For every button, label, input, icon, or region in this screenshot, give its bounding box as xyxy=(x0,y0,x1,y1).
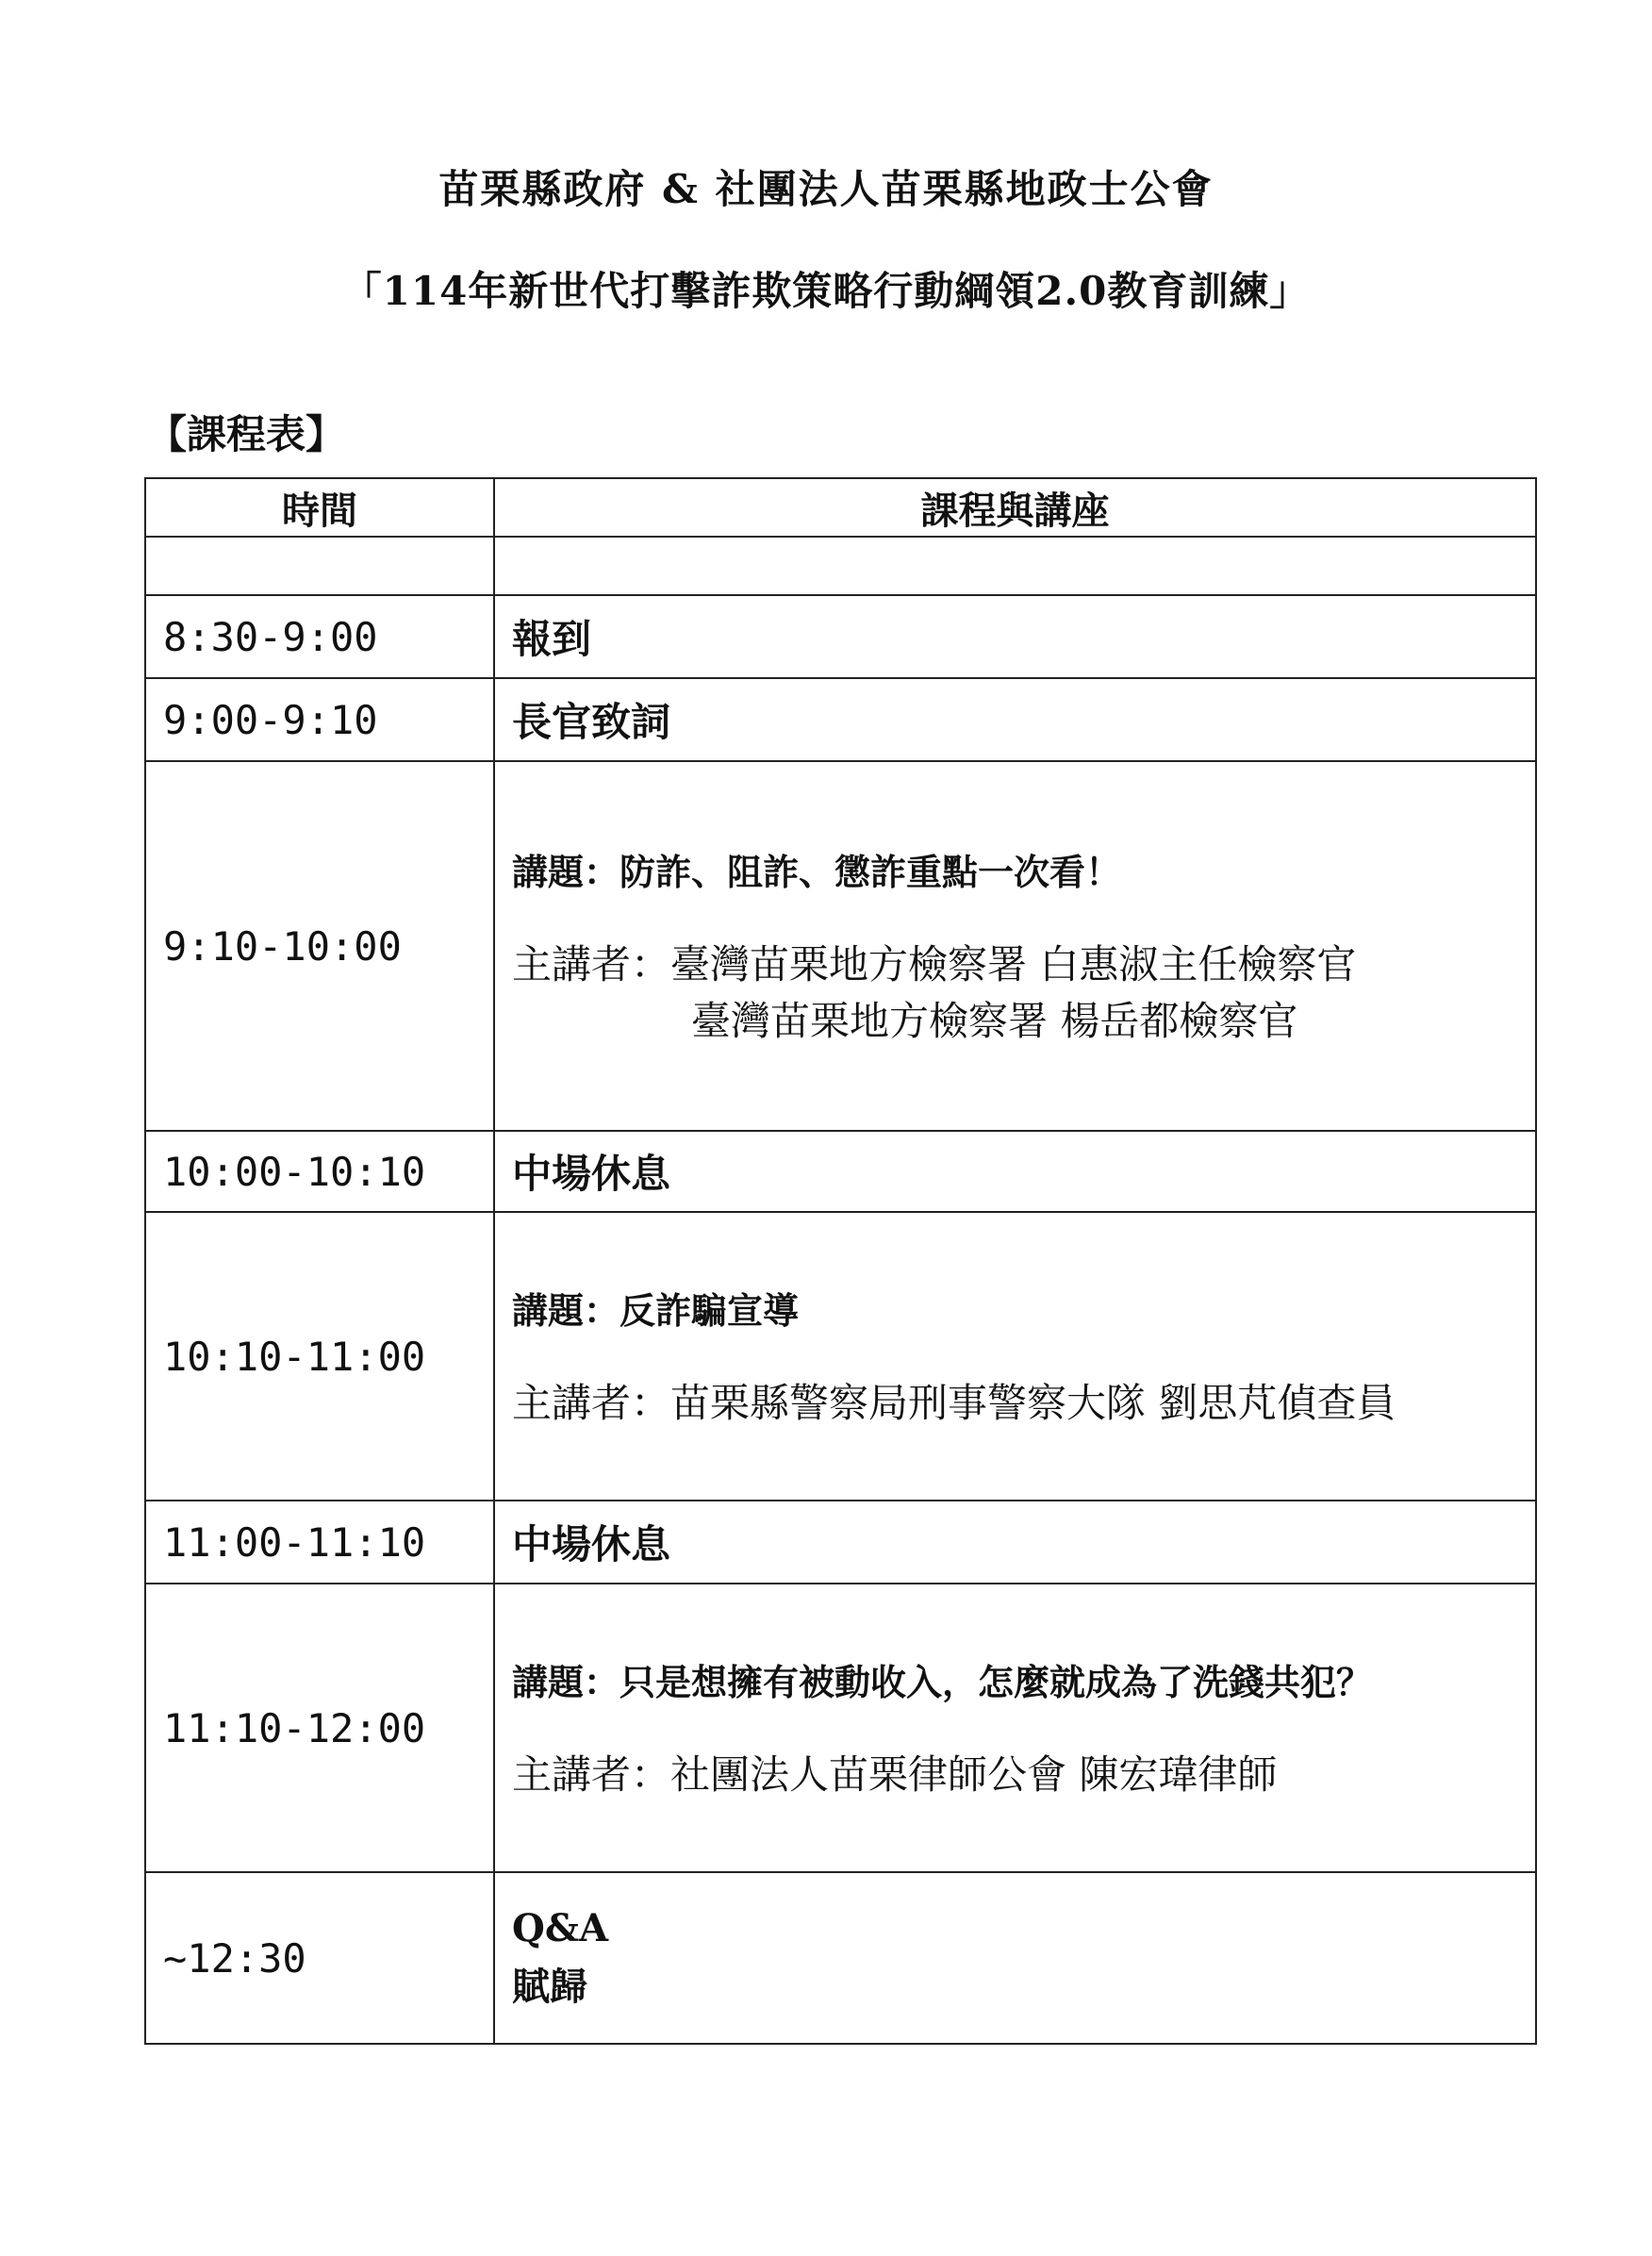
time-cell: 8:30-9:00 xyxy=(145,595,494,678)
time-cell: ~12:30 xyxy=(145,1872,494,2044)
course-speaker: 主講者：苗栗縣警察局刑事警察大隊 劉思芃偵查員 xyxy=(512,1379,1396,1426)
course-cell xyxy=(494,537,1536,595)
course-qa: Q&A xyxy=(512,1906,608,1950)
table-row-blank xyxy=(145,537,1536,595)
course-title: 中場休息 xyxy=(494,1131,1536,1212)
course-speaker-secondary: 臺灣苗栗地方檢察署 楊岳都檢察官 xyxy=(691,997,1298,1044)
course-topic: 講題：反詐騙宣導 xyxy=(512,1288,800,1332)
time-cell: 11:10-12:00 xyxy=(145,1584,494,1872)
table-row xyxy=(145,761,1536,1131)
course-title: 中場休息 xyxy=(494,1501,1536,1584)
table-row xyxy=(145,595,1536,678)
course-title: 報到 xyxy=(494,595,1536,678)
document-title-organizers: 苗栗縣政府 & 社團法人苗栗縣地政士公會 xyxy=(438,166,1214,212)
section-label-schedule: 【課程表】 xyxy=(147,411,346,457)
course-cell xyxy=(494,1212,1536,1501)
document-title-event: 「114年新世代打擊詐欺策略行動綱領2.0教育訓練」 xyxy=(341,268,1311,314)
table-row xyxy=(145,1212,1536,1501)
column-header-time: 時間 xyxy=(145,478,494,537)
table-row xyxy=(145,1584,1536,1872)
time-cell: 10:10-11:00 xyxy=(145,1212,494,1501)
course-cell xyxy=(494,1872,1536,2044)
course-cell xyxy=(494,761,1536,1131)
table-row xyxy=(145,1872,1536,2044)
table-header-row xyxy=(145,478,1536,537)
table-row xyxy=(145,1131,1536,1212)
time-cell: 9:00-9:10 xyxy=(145,678,494,761)
course-speaker: 主講者：臺灣苗栗地方檢察署 白惠淑主任檢察官 xyxy=(512,940,1357,987)
course-closing: 賦歸 xyxy=(512,1965,587,2009)
table-row xyxy=(145,678,1536,761)
time-cell: 10:00-10:10 xyxy=(145,1131,494,1212)
course-topic: 講題：防詐、阻詐、懲詐重點一次看！ xyxy=(512,850,1122,893)
time-cell: 11:00-11:10 xyxy=(145,1501,494,1584)
schedule-table xyxy=(144,477,1537,2045)
course-title: 長官致詞 xyxy=(494,678,1536,761)
time-cell xyxy=(145,537,494,595)
table-row xyxy=(145,1501,1536,1584)
course-topic: 講題：只是想擁有被動收入，怎麼就成為了洗錢共犯？ xyxy=(512,1660,1373,1703)
column-header-course: 課程與講座 xyxy=(494,478,1536,537)
course-cell xyxy=(494,1584,1536,1872)
course-speaker: 主講者：社團法人苗栗律師公會 陳宏瑋律師 xyxy=(512,1750,1278,1798)
time-cell: 9:10-10:00 xyxy=(145,761,494,1131)
